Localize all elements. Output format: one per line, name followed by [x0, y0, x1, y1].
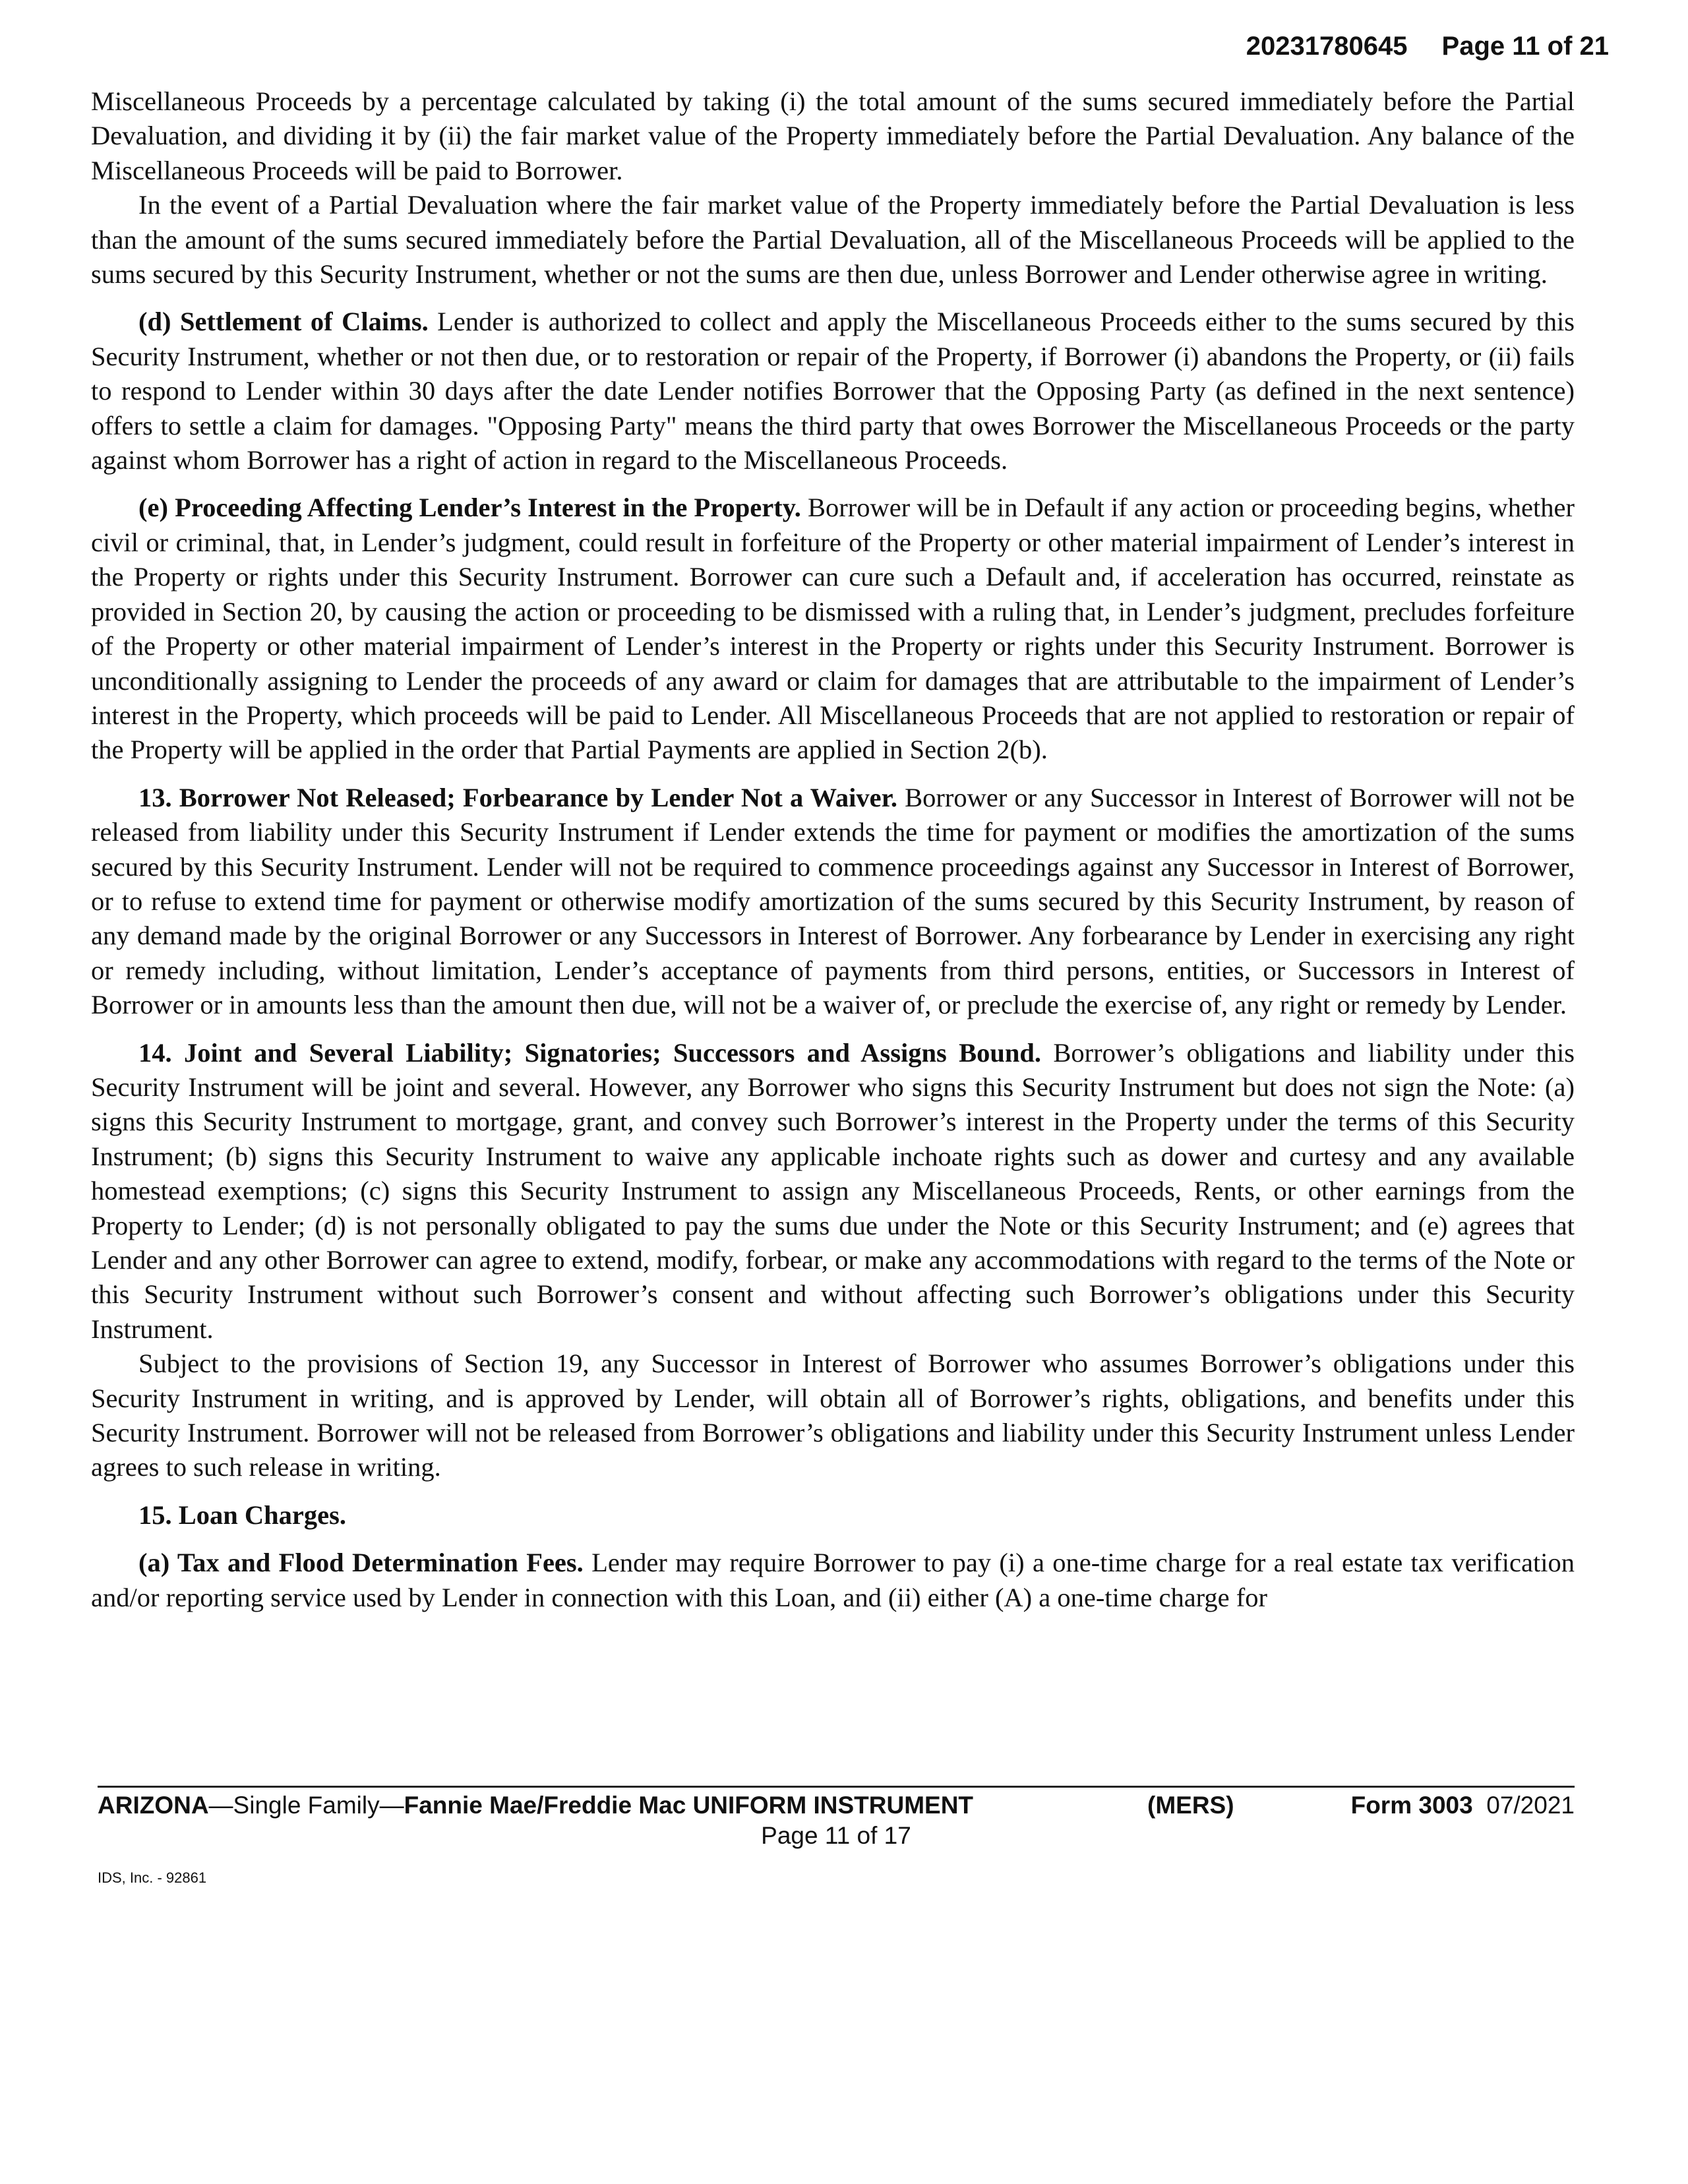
section-15a-tax-flood-fees	[91, 1546, 1575, 1615]
section-15-loan-charges	[91, 1498, 1575, 1532]
section-14-successor-paragraph: Subject to the provisions of Section 19, any Successor in Interest of Borrower who assumes Borrower’s obligations under this Security Instrument in writing, and is approved by Lender, will obtain all of Borrower’s rights, obligations, and benefits under this Security Instrument. Borrower will not be released from Borrower’s obligations and liability under this Security Instrument unless Lender agrees to such release in writing.	[91, 1349, 1575, 1482]
section-15-heading: 15. Loan Charges.	[138, 1500, 347, 1530]
footer-form-date: 07/2021	[1486, 1792, 1575, 1819]
footer-form-line	[98, 1792, 1575, 1822]
footer-form-number: Form 3003	[1350, 1792, 1473, 1819]
paragraph-partial-devaluation-less: In the event of a Partial Devaluation where the fair market value of the Property immediately before the Partial Devaluation is less than the amount of the sums secured immediately before the Partial Devaluation, all of the Miscellaneous Proceeds will be applied to the sums secured by this Security Instrument, whether or not the sums are then due, unless Borrower and Lender otherwise agree in writing.	[91, 190, 1575, 289]
section-12d-settlement-of-claims	[91, 305, 1575, 477]
footer-ids: IDS, Inc. - 92861	[98, 1869, 207, 1886]
section-14-heading: 14. Joint and Several Liability; Signatories; Successors and Assigns Bound.	[138, 1037, 1042, 1068]
section-13-heading: 13. Borrower Not Released; Forbearance by Lender Not a Waiver.	[138, 782, 898, 812]
recording-page-label: Page 11 of 21	[1441, 32, 1609, 61]
section-12e-text: Borrower will be in Default if any action or proceeding begins, whether civil or criminal, that, in Lender’s judgment, could result in forfeiture of the Property or other material impairment of Lender’s interest in the Property or rights under this Security Instrument. Borrower can cure such a Default and, if acceleration has occurred, reinstate as provided in Section 20, by causing the action or proceeding to be dismissed with a ruling that, in Lender’s judgment, precludes forfeiture of the Property or other material impairment of Lender’s interest in the Property or rights under this Security Instrument. Borrower is unconditionally assigning to Lender the proceeds of any award or claim for damages that are attributable to the impairment of Lender’s interest in the Property, which proceeds will be paid to Lender. All Miscellaneous Proceeds that are not applied to restoration or repair of the Property will be applied in the order that Partial Payments are applied in Section 2(b).	[91, 493, 1575, 765]
section-12d-heading: (d) Settlement of Claims.	[138, 307, 429, 337]
section-13-text: Borrower or any Successor in Interest of Borrower will not be released from liability under this Security Instrument if Lender extends the time for payment or modifies the amortization of the sums secured by this Security Instrument. Lender will not be required to commence proceedings against any Successor in Interest of Borrower, or to refuse to extend time for payment or otherwise modify amortization of the sums secured by this Security Instrument, by reason of any demand made by the original Borrower or any Successors in Interest of Borrower. Any forbearance by Lender in exercising any right or remedy including, without limitation, Lender’s acceptance of payments from third persons, entities, or Successors in Interest of Borrower or in amounts less than the amount then due, will not be a waiver of, or preclude the exercise of, any right or remedy by Lender.	[91, 782, 1575, 1020]
section-12e-heading: (e) Proceeding Affecting Lender’s Interest in the Property.	[138, 493, 801, 523]
footer-mers: (MERS)	[1147, 1792, 1234, 1819]
section-13-borrower-not-released	[91, 781, 1575, 1023]
section-12e-proceeding	[91, 491, 1575, 767]
section-14-joint-liability	[91, 1036, 1575, 1347]
paragraph-partial-devaluation-continued: Miscellaneous Proceeds by a percentage calculated by taking (i) the total amount of the sums secured immediately before the Partial Devaluation, and dividing it by (ii) the fair market value of the Property immediately before the Partial Devaluation. Any balance of the Miscellaneous Proceeds will be paid to Borrower.	[91, 86, 1575, 185]
form-footer	[98, 1786, 1575, 1887]
section-15a-heading: (a) Tax and Flood Determination Fees.	[138, 1548, 584, 1578]
section-12d-text: Lender is authorized to collect and apply the Miscellaneous Proceeds either to the sums secured by this Security Instrument, whether or not then due, or to restoration or repair of the Property, if Borrower (i) abandons the Property, or (ii) fails to respond to Lender within 30 days after the date Lender notifies Borrower that the Opposing Party (as defined in the next sentence) offers to settle a claim for damages. "Opposing Party" means the third party that owes Borrower the Miscellaneous Proceeds or the party against whom Borrower has a right of action in regard to the Miscellaneous Proceeds.	[91, 307, 1575, 475]
footer-state: ARIZONA	[98, 1792, 209, 1819]
recording-header	[1246, 32, 1609, 61]
footer-form-id	[1351, 1792, 1575, 1819]
section-15a-text: Lender may require Borrower to pay (i) a one-time charge for a real estate tax verification and/or reporting service used by Lender in connection with this Loan, and (ii) either (A) a one-time charge for	[91, 1548, 1575, 1612]
recording-number: 20231780645	[1246, 32, 1408, 61]
section-14-text: Borrower’s obligations and liability under this Security Instrument will be joint and several. However, any Borrower who signs this Security Instrument but does not sign the Note: (a) signs this Security Instrument to mortgage, grant, and convey such Borrower’s interest in the Property under the terms of this Security Instrument; (b) signs this Security Instrument to waive any applicable inchoate rights such as dower and curtesy and any available homestead exemptions; (c) signs this Security Instrument to assign any Miscellaneous Proceeds, Rents, or other earnings from the Property to Lender; (d) is not personally obligated to pay the sums due under the Note or this Security Instrument; and (e) agrees that Lender and any other Borrower can agree to extend, modify, forbear, or make any accommodations with regard to the terms of the Note or this Security Instrument without such Borrower’s consent and without affecting such Borrower’s obligations under this Security Instrument.	[91, 1037, 1575, 1344]
footer-page-number: Page 11 of 17	[761, 1822, 911, 1849]
document-body	[91, 84, 1575, 1615]
footer-family-type: —Single Family—	[208, 1792, 404, 1819]
footer-form-title	[98, 1792, 973, 1819]
footer-instrument-name: Fannie Mae/Freddie Mac UNIFORM INSTRUMENT	[404, 1792, 974, 1819]
